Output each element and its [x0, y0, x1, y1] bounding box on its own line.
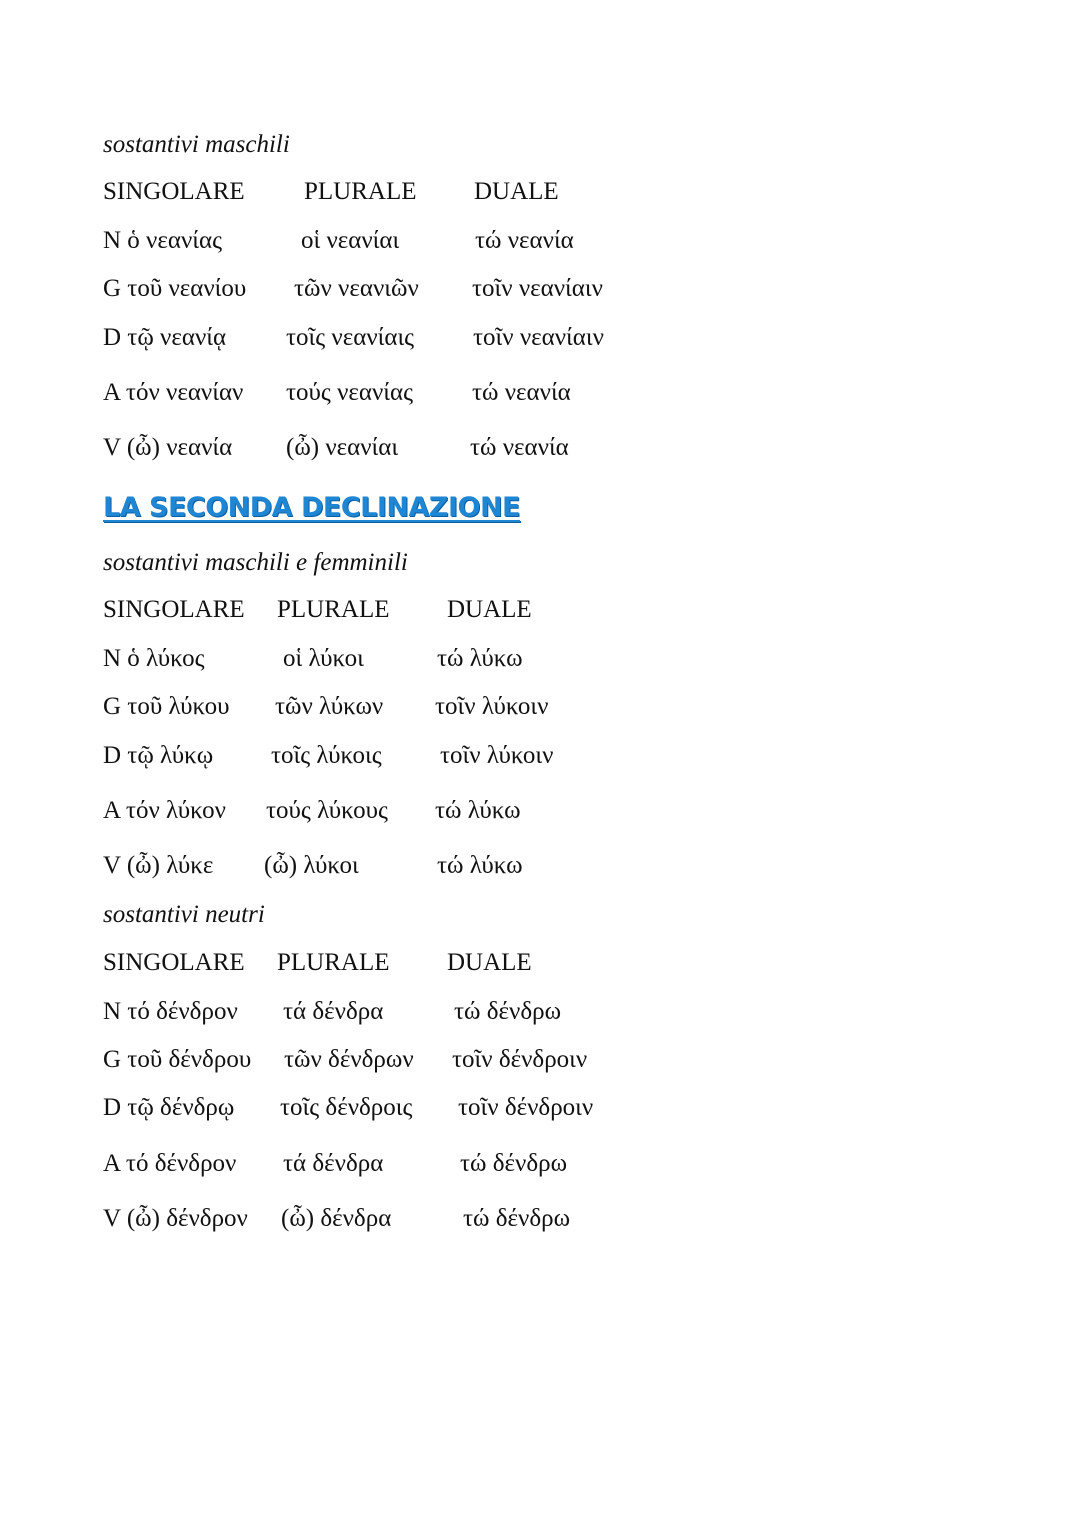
- table-row: [0, 1148, 1080, 1180]
- cell-singular: D τῷ δένδρῳ: [103, 1094, 235, 1121]
- table-row: [0, 795, 1080, 827]
- section-subtitle: sostantivi maschili: [103, 131, 290, 158]
- cell-dual: τώ δένδρω: [460, 1150, 568, 1177]
- cell-singular: D τῷ νεανίᾳ: [103, 324, 227, 351]
- header-singolare: SINGOLARE: [103, 178, 245, 205]
- section-heading: LA SECONDA DECLINAZIONE: [103, 492, 520, 523]
- cell-plural: τά δένδρα: [283, 998, 384, 1025]
- header-duale: DUALE: [447, 949, 532, 976]
- table-row: [0, 643, 1080, 675]
- header-plurale: PLURALE: [304, 178, 417, 205]
- cell-singular: G τοῦ νεανίου: [103, 275, 247, 302]
- table-header-row: [0, 947, 1080, 979]
- cell-dual: τώ λύκω: [437, 645, 523, 672]
- cell-plural: τῶν νεανιῶν: [294, 275, 419, 302]
- table-row: [0, 225, 1080, 257]
- cell-plural: (ὦ) δένδρα: [281, 1205, 392, 1232]
- cell-singular: N τό δένδρον: [103, 998, 238, 1025]
- cell-dual: τώ νεανία: [472, 379, 571, 406]
- cell-plural: τῶν λύκων: [275, 693, 384, 720]
- cell-dual: τώ νεανία: [475, 227, 574, 254]
- table-row: [0, 273, 1080, 305]
- cell-plural: οἱ νεανίαι: [301, 227, 400, 254]
- cell-singular: N ὁ νεανίας: [103, 227, 222, 254]
- header-singolare: SINGOLARE: [103, 949, 245, 976]
- cell-dual: τώ νεανία: [470, 434, 569, 461]
- table-row: [0, 1092, 1080, 1124]
- cell-singular: A τό δένδρον: [103, 1150, 237, 1177]
- cell-plural: τῶν δένδρων: [284, 1046, 414, 1073]
- table-row: [0, 377, 1080, 409]
- table-row: [0, 1044, 1080, 1076]
- cell-plural: (ὦ) νεανίαι: [286, 434, 399, 461]
- cell-dual: τοῖν δένδροιν: [458, 1094, 594, 1121]
- cell-dual: τοῖν νεανίαιν: [472, 275, 603, 302]
- section-subtitle: sostantivi neutri: [103, 901, 265, 928]
- cell-singular: G τοῦ δένδρου: [103, 1046, 252, 1073]
- cell-dual: τοῖν νεανίαιν: [473, 324, 604, 351]
- cell-plural: τοῖς νεανίαις: [286, 324, 415, 351]
- table-row: [0, 1203, 1080, 1235]
- cell-dual: τοῖν δένδροιν: [452, 1046, 588, 1073]
- cell-dual: τώ λύκω: [437, 852, 523, 879]
- header-singolare: SINGOLARE: [103, 596, 245, 623]
- table-row: [0, 740, 1080, 772]
- cell-plural: τά δένδρα: [283, 1150, 384, 1177]
- header-plurale: PLURALE: [277, 949, 390, 976]
- cell-singular: V (ὦ) νεανία: [103, 434, 233, 461]
- section-subtitle: sostantivi maschili e femminili: [103, 549, 408, 576]
- cell-dual: τώ λύκω: [435, 797, 521, 824]
- cell-dual: τώ δένδρω: [463, 1205, 571, 1232]
- header-plurale: PLURALE: [277, 596, 390, 623]
- cell-singular: A τόν νεανίαν: [103, 379, 244, 406]
- cell-plural: τοῖς λύκοις: [271, 742, 382, 769]
- cell-plural: τούς νεανίας: [286, 379, 414, 406]
- table-row: [0, 691, 1080, 723]
- header-duale: DUALE: [474, 178, 559, 205]
- cell-singular: D τῷ λύκῳ: [103, 742, 214, 769]
- cell-singular: V (ὦ) λύκε: [103, 852, 214, 879]
- cell-singular: A τόν λύκον: [103, 797, 226, 824]
- cell-plural: οἱ λύκοι: [283, 645, 364, 672]
- table-row: [0, 432, 1080, 464]
- cell-plural: τούς λύκους: [266, 797, 388, 824]
- cell-dual: τοῖν λύκοιν: [435, 693, 549, 720]
- cell-dual: τώ δένδρω: [454, 998, 562, 1025]
- table-row: [0, 322, 1080, 354]
- cell-singular: N ὁ λύκος: [103, 645, 205, 672]
- cell-plural: (ὦ) λύκοι: [264, 852, 359, 879]
- cell-dual: τοῖν λύκοιν: [440, 742, 554, 769]
- cell-plural: τοῖς δένδροις: [280, 1094, 413, 1121]
- table-header-row: [0, 176, 1080, 208]
- cell-singular: G τοῦ λύκου: [103, 693, 230, 720]
- table-header-row: [0, 594, 1080, 626]
- cell-singular: V (ὦ) δένδρον: [103, 1205, 248, 1232]
- table-row: [0, 850, 1080, 882]
- header-duale: DUALE: [447, 596, 532, 623]
- table-row: [0, 996, 1080, 1028]
